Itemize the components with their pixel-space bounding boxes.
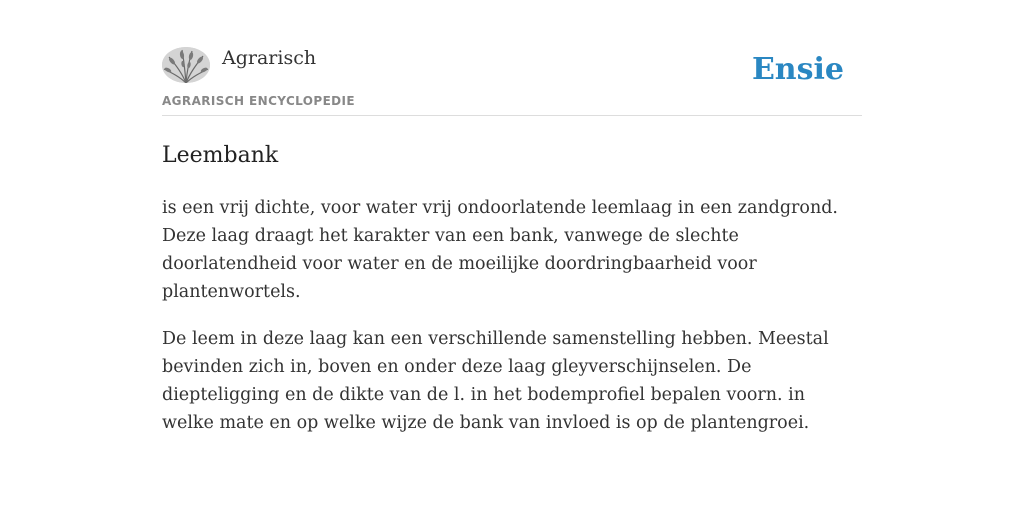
page bbox=[162, 0, 862, 437]
wheat-ears-icon bbox=[162, 47, 210, 83]
site-subtitle: AGRARISCH ENCYCLOPEDIE bbox=[162, 94, 355, 108]
article-paragraph-1: is een vrij dichte, voor water vrij ondoorlatende leemlaag in een zandgrond. Deze laag draagt het karakter van een bank, vanwege de slechte doorlatendheid voor water en de moeilijke doordringbaarheid voor plantenwortels. bbox=[162, 198, 838, 302]
site-header bbox=[162, 46, 862, 116]
site-name[interactable]: Agrarisch bbox=[222, 47, 317, 69]
brand-logo-link[interactable]: Ensie bbox=[751, 52, 844, 87]
article-paragraph-2: De leem in deze laag kan een verschillende samenstelling hebben. Meestal bevinden zich in, boven en onder deze laag gleyverschijnselen. De diepteligging en de dikte van de l. in het bodemprofiel bepalen voorn. in welke mate en op welke wijze de bank van invloed is op de plantengroei. bbox=[162, 329, 829, 433]
article-title: Leembank bbox=[162, 143, 279, 168]
site-logo[interactable] bbox=[162, 47, 210, 83]
